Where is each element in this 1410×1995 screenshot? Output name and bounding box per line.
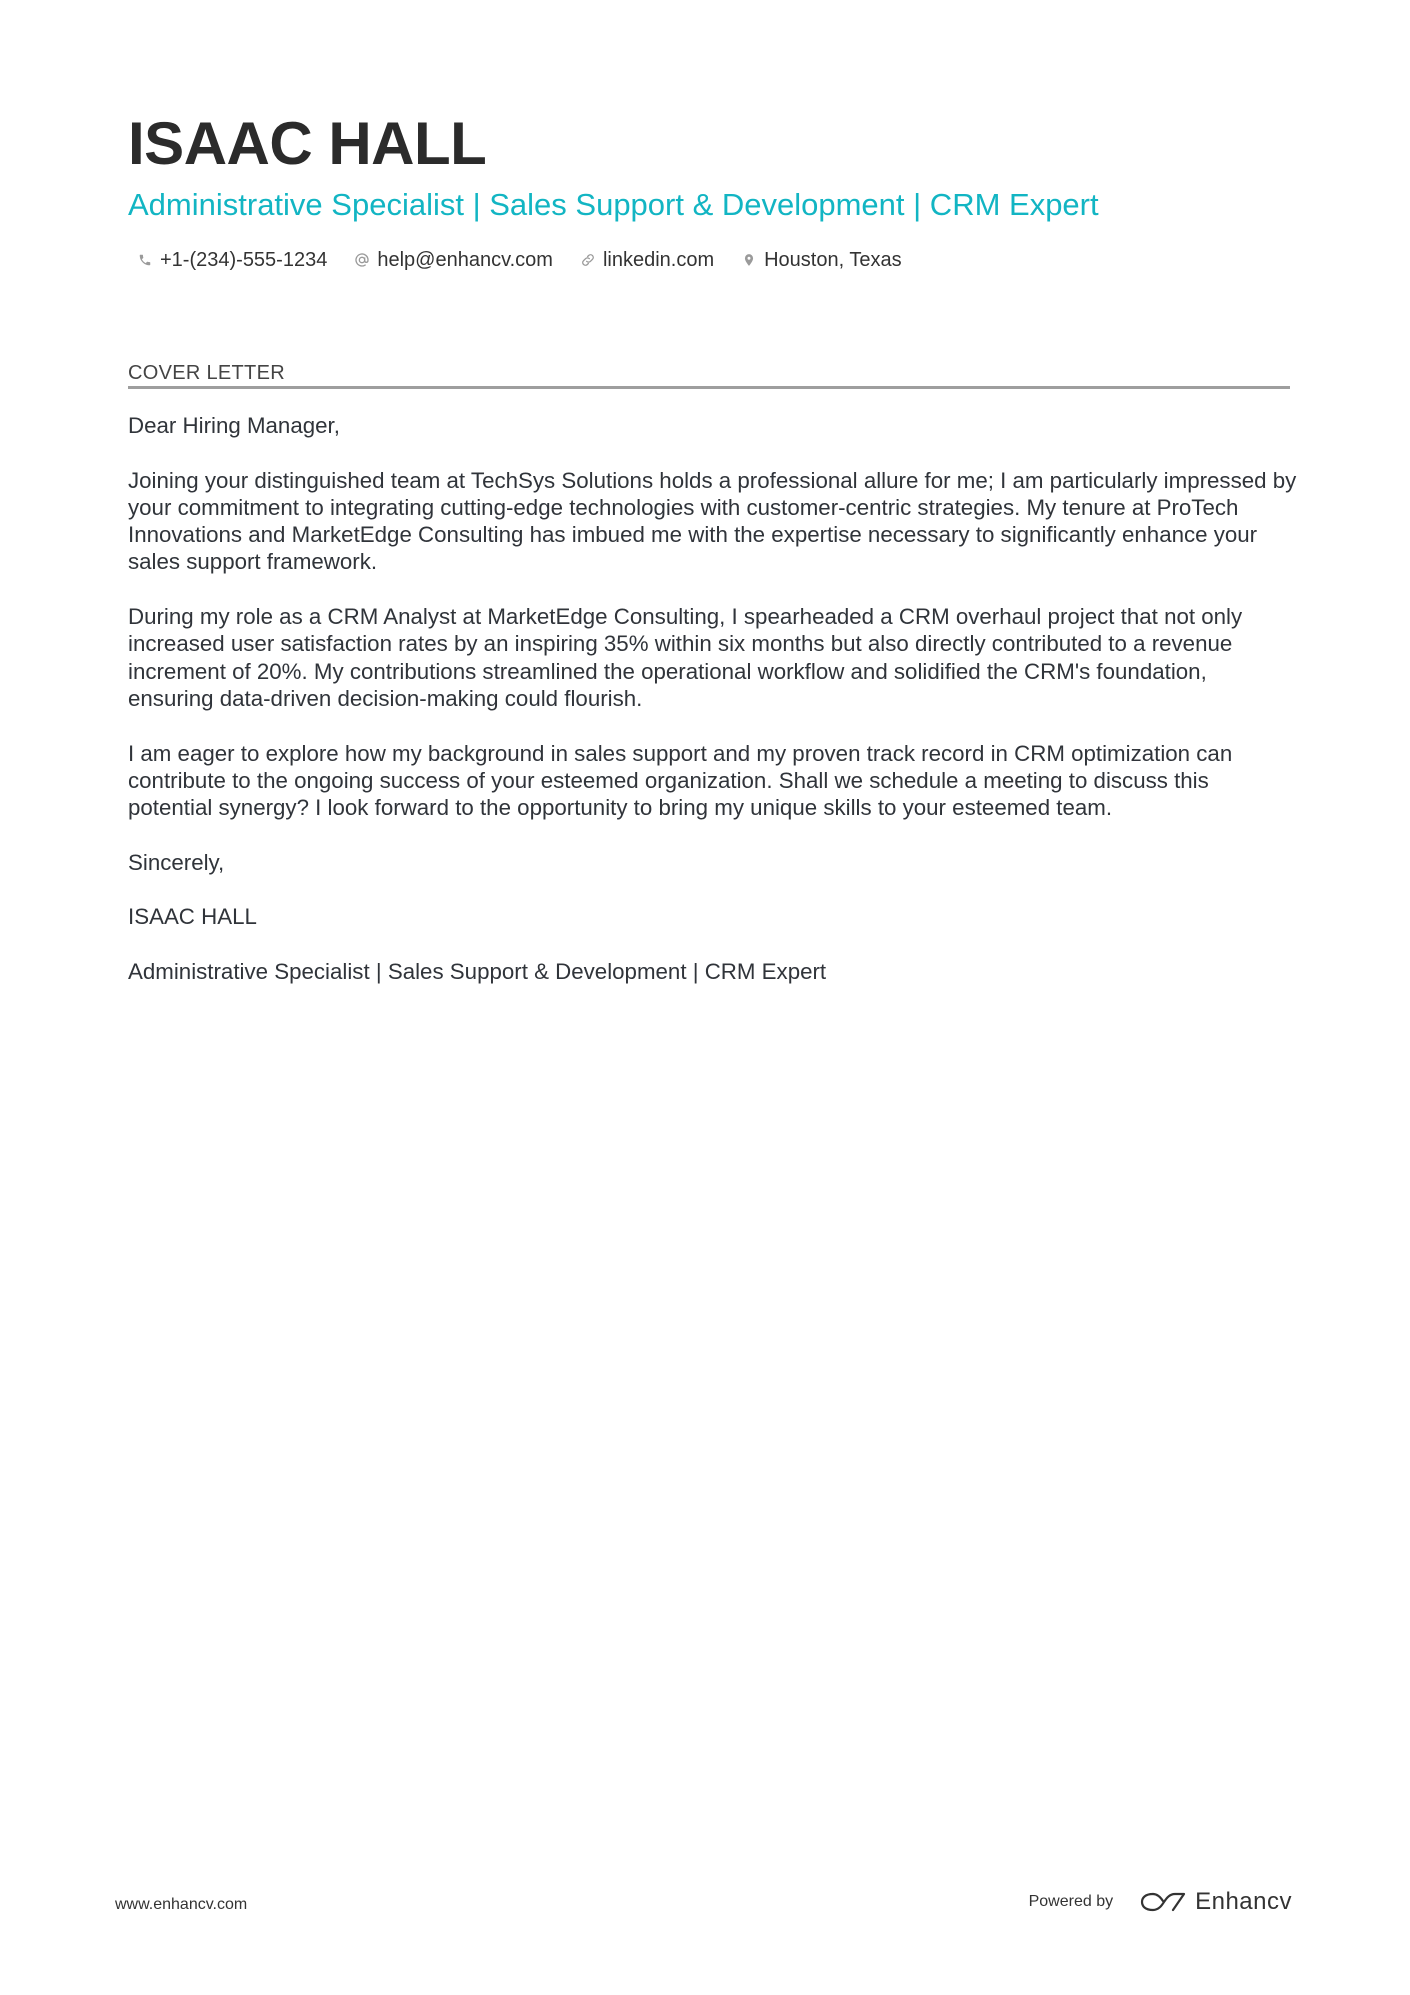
contact-bar: [136, 246, 928, 274]
powered-by-label: Powered by: [1028, 1893, 1114, 1910]
section-divider: [128, 386, 1290, 389]
signature-name: ISAAC HALL: [128, 904, 257, 930]
contact-linkedin[interactable]: [579, 246, 714, 274]
contact-location-text: Houston, Texas: [764, 249, 902, 271]
section-title: COVER LETTER: [128, 362, 285, 384]
contact-phone[interactable]: [136, 246, 327, 274]
enhancv-logo-icon: [1139, 1889, 1187, 1915]
candidate-name: ISAAC HALL: [128, 110, 487, 177]
contact-phone-text: +1-(234)-555-1234: [160, 249, 328, 271]
letter-greeting: Dear Hiring Manager,: [128, 413, 340, 438]
letter-paragraph-2: During my role as a CRM Analyst at MarketEdge Consulting, I spearheaded a CRM overhaul project that not only increased user satisfaction rates by an inspiring 35% within six months but also directly contributed to a revenue increment of 20%. My contributions streamlined the operational workflow and solidified the CRM's foundation, ensuring data-driven decision-making could flourish.: [128, 604, 1243, 711]
footer-website-link[interactable]: www.enhancv.com: [115, 1896, 248, 1913]
contact-email[interactable]: [353, 246, 553, 274]
letter-paragraph-3: I am eager to explore how my background in sales support and my proven track record in CRM optimization can contribute to the ongoing success of your esteemed organization. Shall we schedule a meeting to discuss this potential synergy? I look forward to the opportunity to bring my unique skills to your esteemed team.: [128, 740, 1233, 821]
letter-closing: Sincerely,: [128, 849, 225, 875]
letter-body: [128, 412, 1298, 1013]
candidate-headline: Administrative Specialist | Sales Support & Development | CRM Expert: [128, 187, 1099, 222]
contact-location: [740, 246, 902, 274]
location-pin-icon: [740, 251, 758, 269]
at-icon: [353, 251, 371, 269]
link-icon: [579, 251, 597, 269]
contact-linkedin-text: linkedin.com: [602, 249, 715, 271]
brand-wordmark: Enhancv: [1195, 1888, 1292, 1915]
brand-logo[interactable]: [1139, 1888, 1292, 1916]
phone-icon: [136, 251, 154, 269]
footer-branding[interactable]: [1029, 1888, 1292, 1916]
letter-paragraph-1: Joining your distinguished team at TechSys Solutions holds a professional allure for me; I am particularly impressed by your commitment to integrating cutting-edge technologies with customer-centric strategies. My tenure at ProTech Innovations and MarketEdge Consulting has imbued me with the expertise necessary to significantly enhance your sales support framework.: [128, 467, 1297, 575]
contact-email-text: help@enhancv.com: [377, 249, 553, 271]
signature-title: Administrative Specialist | Sales Support & Development | CRM Expert: [128, 958, 827, 984]
